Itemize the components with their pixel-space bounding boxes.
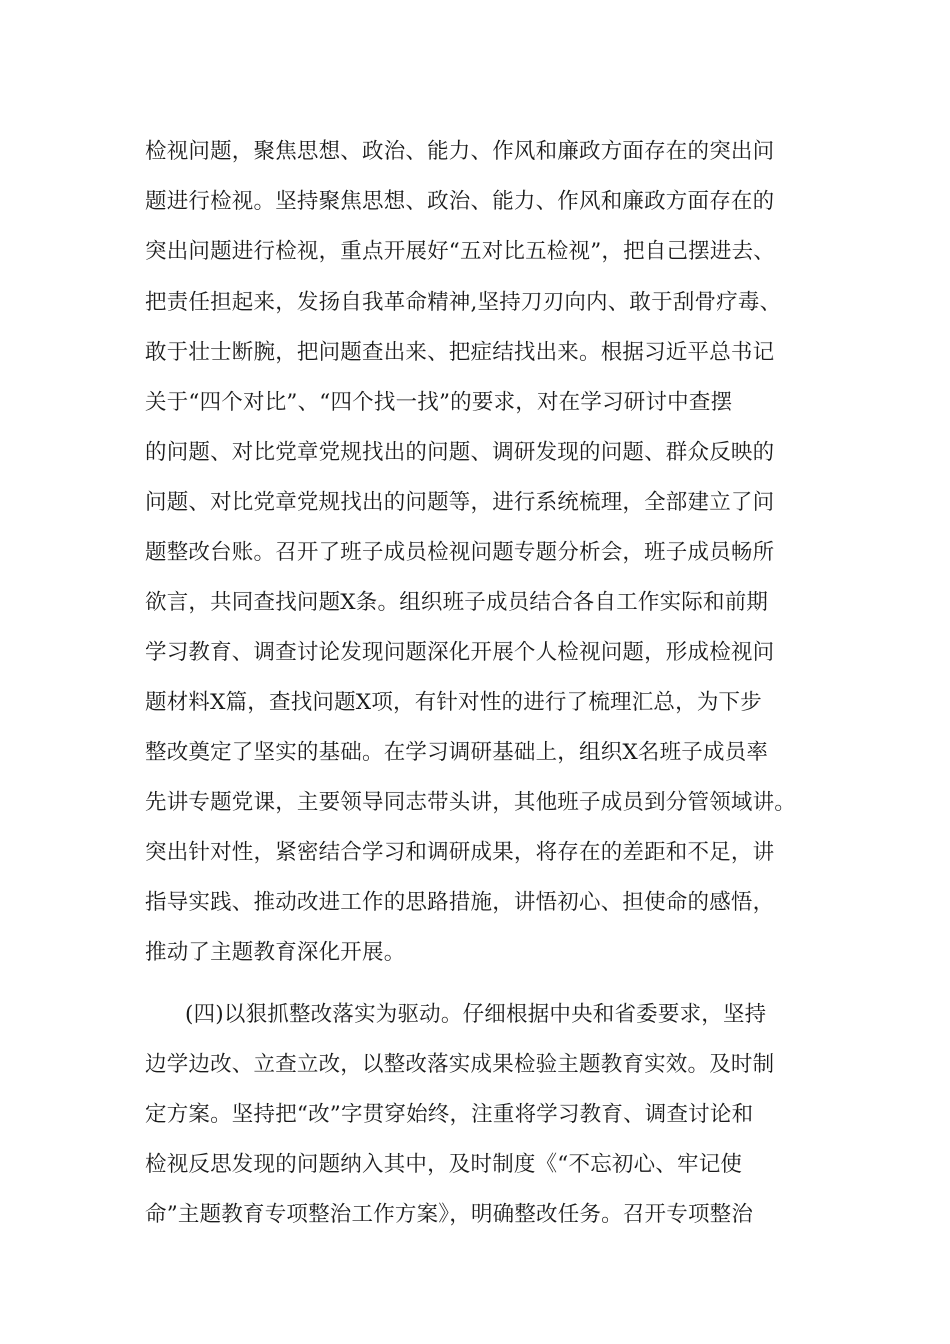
- text-line-22: 命”主题教育专项整治工作方案》，明确整改任务。召开专项整治: [145, 1202, 754, 1227]
- text-line-20: 定方案。坚持把“改”字贯穿始终，注重将学习教育、调查讨论和: [145, 1102, 754, 1127]
- text-line-15: 突出针对性，紧密结合学习和调研成果，将存在的差距和不足，讲: [145, 840, 775, 865]
- text-line-6: 关于“四个对比”、“四个找一找”的要求，对在学习研讨中查摆: [145, 390, 733, 415]
- text-line-5: 敢于壮士断腕，把问题查出来、把症结找出来。根据习近平总书记: [145, 340, 775, 365]
- text-line-4: 把责任担起来，发扬自我革命精神,坚持刀刃向内、敢于刮骨疗毒、: [145, 290, 782, 315]
- text-line-12: 题材料X篇，查找问题X项，有针对性的进行了梳理汇总，为下步: [145, 690, 762, 715]
- text-line-14: 先讲专题党课，主要领导同志带头讲，其他班子成员到分管领域讲。: [145, 790, 797, 815]
- text-line-16: 指导实践、推动改进工作的思路措施，讲悟初心、担使命的感悟，: [145, 890, 775, 915]
- text-line-13: 整改奠定了坚实的基础。在学习调研基础上，组织X名班子成员率: [145, 740, 769, 765]
- text-line-19: 边学边改、立查立改，以整改落实成果检验主题教育实效。及时制: [145, 1052, 775, 1077]
- text-line-17: 推动了主题教育深化开展。: [145, 940, 406, 965]
- text-line-9: 题整改台账。召开了班子成员检视问题专题分析会，班子成员畅所: [145, 540, 775, 565]
- text-line-11: 学习教育、调查讨论发现问题深化开展个人检视问题，形成检视问: [145, 640, 775, 665]
- text-line-2: 题进行检视。坚持聚焦思想、政治、能力、作风和廉政方面存在的: [145, 189, 775, 214]
- text-line-18: (四)以狠抓整改落实为驱动。仔细根据中央和省委要求，坚持: [185, 1002, 767, 1027]
- text-line-10: 欲言，共同查找问题X条。组织班子成员结合各自工作实际和前期: [145, 590, 769, 615]
- text-line-3: 突出问题进行检视，重点开展好“五对比五检视”，把自己摆进去、: [145, 239, 775, 264]
- text-line-1: 检视问题，聚焦思想、政治、能力、作风和廉政方面存在的突出问: [145, 139, 775, 164]
- text-line-8: 问题、对比党章党规找出的问题等，进行系统梳理，全部建立了问: [145, 490, 775, 515]
- text-line-21: 检视反思发现的问题纳入其中，及时制度《“不忘初心、牢记使: [145, 1152, 743, 1177]
- text-line-7: 的问题、对比党章党规找出的问题、调研发现的问题、群众反映的: [145, 440, 775, 465]
